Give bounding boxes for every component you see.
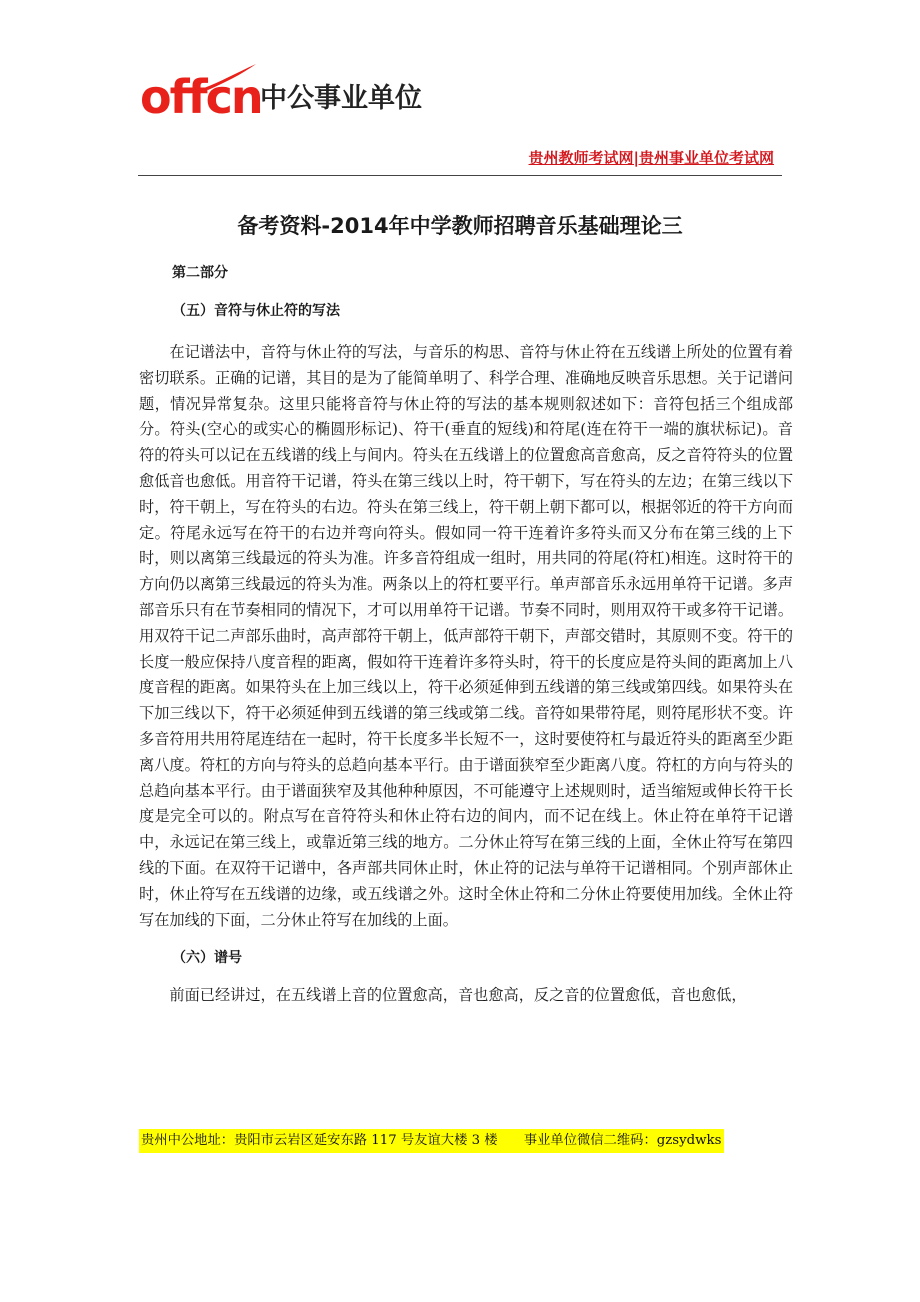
document-body	[139, 262, 793, 1009]
section-5-heading: （五）音符与休止符的写法	[172, 303, 340, 319]
logo-swoosh-icon	[200, 62, 260, 92]
section-6-paragraph: 前面已经讲过，在五线谱上音的位置愈高，音也愈高，反之音的位置愈低，音也愈低，	[169, 986, 747, 1005]
logo-wordmark: offcn	[140, 70, 262, 124]
document-title: 备考资料-2014年中学教师招聘音乐基础理论三	[237, 214, 683, 238]
section-6-heading: （六）谱号	[172, 950, 242, 967]
part-heading: 第二部分	[172, 265, 228, 281]
site-links[interactable]: 贵州教师考试网|贵州事业单位考试网	[528, 149, 774, 167]
footer-address: 贵州中公地址：贵阳市云岩区延安东路 117 号友谊大楼 3 楼	[141, 1133, 498, 1148]
logo-chinese-name: 中公事业单位	[260, 83, 422, 114]
offcn-logo	[140, 62, 460, 124]
footer-wechat: 事业单位微信二维码：gzsydwks	[523, 1133, 722, 1148]
section-5-paragraph: 在记谱法中，音符与休止符的写法，与音乐的构思、音符与休止符在五线谱上所处的位置有着密切联系。正确的记谱，其目的是为了能简单明了、科学合理、准确地反映音乐思想。关于记谱问题，情况异常复杂。这里只能将音符与休止符的写法的基本规则叙述如下：音符包括三个组成部分。符头(空心的或实心的椭圆形标记)、符干(垂直的短线)和符尾(连在符干一端的旗状标记)。音符的符头可以记在五线谱的线上与间内。符头在五线谱上的位置愈高音愈高，反之音符符头的位置愈低音也愈低。用音符干记谱，符头在第三线以上时，符干朝下，写在符头的左边；在第三线以下时，符干朝上，写在符头的右边。符头在第三线上，符干朝上朝下都可以，根据邻近的符干方向而定。符尾永远写在符干的右边并弯向符头。假如同一符干连着许多符头而又分布在第三线的上下时，则以离第三线最远的符头为准。许多音符组成一组时，用共同的符尾(符杠)相连。这时符干的方向仍以离第三线最远的符头为准。两条以上的符杠要平行。单声部音乐永远用单符干记谱。多声部音乐只有在节奏相同的情况下，才可以用单符干记谱。节奏不同时，则用双符干或多符干记谱。用双符干记二声部乐曲时，高声部符干朝上，低声部符干朝下，声部交错时，其原则不变。符干的长度一般应保持八度音程的距离，假如符干连着许多符头时，符干的长度应是符头间的距离加上八度音程的距离。如果符头在上加三线以上，符干必须延伸到五线谱的第三线或第四线。如果符头在下加三线以下，符干必须延伸到五线谱的第三线或第二线。音符如果带符尾，则符尾形状不变。许多音符用共用符尾连结在一起时，符干长度多半长短不一，这时要使符杠与最近符头的距离至少距离八度。符杠的方向与符头的总趋向基本平行。由于谱面狭窄至少距离八度。符杠的方向与符头的总趋向基本平行。由于谱面狭窄及其他种种原因，不可能遵守上述规则时，适当缩短或伸长符干长度是完全可以的。附点写在音符符头和休止符右边的间内，而不记在线上。休止符在单符干记谱中，永远记在第三线上，或靠近第三线的地方。二分休止符写在第三线的上面，全休止符写在第四线的下面。在双符干记谱中，各声部共同休止时，休止符的记法与单符干记谱相同。个别声部休止时，休止符写在五线谱的边缘，或五线谱之外。这时全休止符和二分休止符要使用加线。全休止符写在加线的下面，二分休止符写在加线的上面。	[139, 343, 793, 929]
footer-highlight-bar	[139, 1129, 724, 1153]
header-divider	[138, 175, 782, 176]
